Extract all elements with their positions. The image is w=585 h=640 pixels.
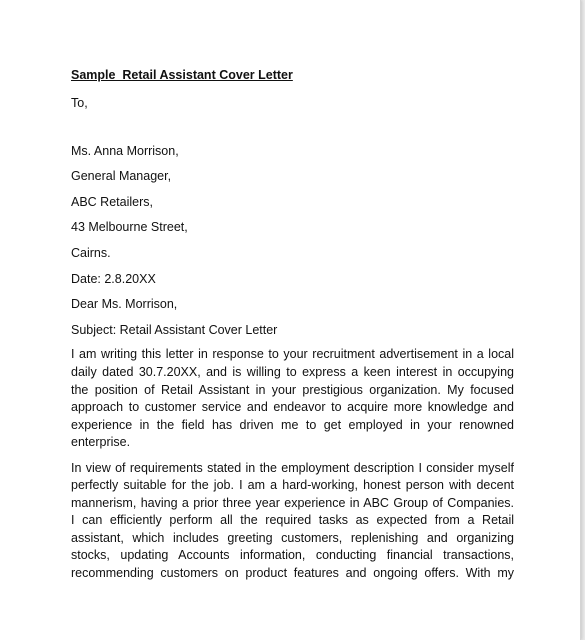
paragraph-line: recommending customers on product features and ongoing offers. With my [71, 566, 514, 581]
greeting: Dear Ms. Morrison, [71, 297, 178, 312]
paragraph-line: I am writing this letter in response to your recruitment advertisement in a local [71, 347, 514, 362]
blank-line [71, 120, 514, 142]
paragraph-2 [71, 460, 514, 583]
paragraph-line: mannerism, having a prior three year experience in ABC Group of Companies. [71, 495, 514, 510]
letter-subject: Subject: Retail Assistant Cover Letter [71, 322, 278, 337]
paragraph-line: daily dated 30.7.20XX, and is willing to express a keen interest in occupying [71, 364, 514, 379]
recipient-street: 43 Melbourne Street, [71, 220, 188, 235]
recipient-position: General Manager, [71, 169, 172, 184]
letter-date: Date: 2.8.20XX [71, 271, 156, 286]
letter-title: Sample Retail Assistant Cover Letter [71, 68, 293, 82]
paragraph-line: the position of Retail Assistant in your prestigious organization. My focused [71, 382, 514, 397]
paragraph-1 [71, 346, 514, 452]
paragraph-line: approach to customer service and endeavor to acquire more knowledge and [71, 400, 514, 415]
paragraph-line: I can efficiently perform all the required tasks as expected from a Retail [71, 513, 514, 528]
letter-body [71, 66, 514, 590]
recipient-company: ABC Retailers, [71, 194, 153, 209]
paragraph-line: experience in the field has driven me to get employed in your renowned [71, 417, 514, 432]
recipient-name: Ms. Anna Morrison, [71, 143, 179, 158]
recipient-city: Cairns. [71, 245, 111, 260]
paragraph-line: assistant, which includes greeting customers, replenishing and organizing [71, 530, 514, 545]
salutation-to: To, [71, 96, 88, 110]
paragraph-line: stocks, updating Accounts information, conducting financial transactions, [71, 548, 514, 563]
paragraph-line: enterprise. [71, 435, 131, 450]
paragraph-line: perfectly suitable for the job. I am a hard-working, honest person with decent [71, 478, 514, 493]
paragraph-line: In view of requirements stated in the employment description I consider myself [71, 460, 514, 475]
